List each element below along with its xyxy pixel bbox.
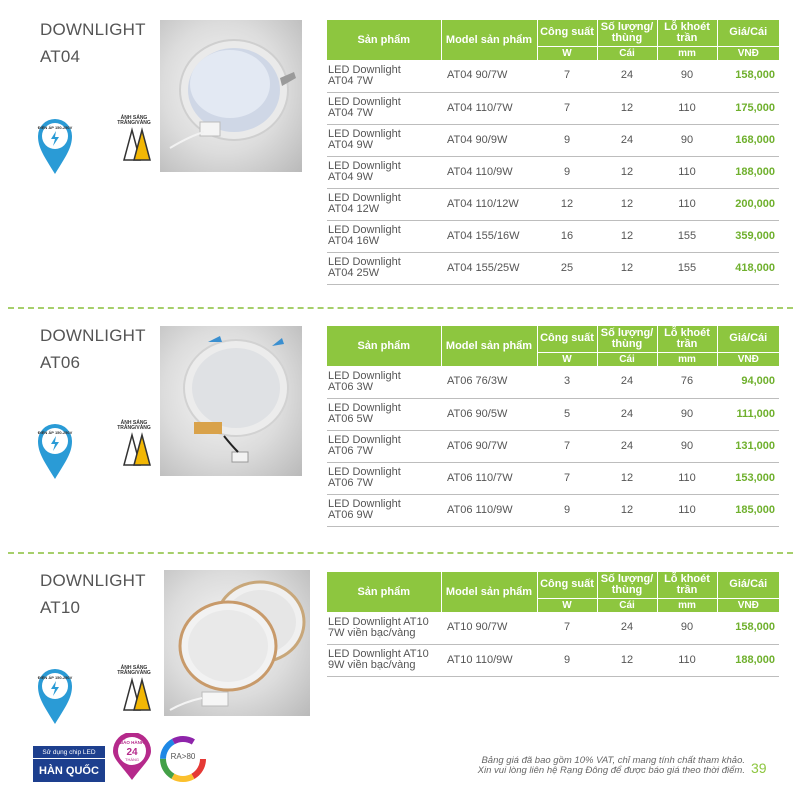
product-name-line1: LED Downlight (328, 96, 401, 108)
title-line1: DOWNLIGHT (40, 326, 146, 345)
price-note (440, 756, 745, 776)
product-name-line2: AT04 12W (328, 203, 380, 215)
warranty-unit: THÁNG (125, 757, 139, 762)
unit-qty: Cái (597, 46, 657, 60)
model-cell: AT06 110/9W (441, 494, 537, 526)
qty-cell: 12 (597, 494, 657, 526)
power-cell: 7 (537, 462, 597, 494)
unit-qty: Cái (597, 598, 657, 612)
header-power: Công suất (537, 326, 597, 352)
model-cell: AT04 110/9W (441, 156, 537, 188)
power-cell: 5 (537, 398, 597, 430)
product-name-line1: LED Downlight (328, 402, 401, 414)
title-line2: AT06 (40, 353, 81, 372)
title-line2: AT04 (40, 47, 81, 66)
power-cell: 12 (537, 188, 597, 220)
spec-table-at10 (327, 572, 779, 677)
power-cell: 7 (537, 92, 597, 124)
header-qty: Số lượng/ thùng (597, 20, 657, 46)
qty-cell: 12 (597, 92, 657, 124)
hole-cell: 155 (657, 220, 717, 252)
product-name-line2: AT06 7W (328, 477, 374, 489)
title-line1: DOWNLIGHT (40, 571, 146, 590)
product-name-line1: LED Downlight (328, 128, 401, 140)
price-cell: 188,000 (717, 644, 779, 676)
product-name-line2: AT06 3W (328, 380, 374, 393)
header-model: Model sản phẩm (441, 326, 537, 366)
downlight-image (164, 570, 310, 716)
hole-cell: 76 (657, 366, 717, 398)
price-cell: 158,000 (717, 60, 779, 92)
price-cell: 175,000 (717, 92, 779, 124)
hole-cell: 110 (657, 188, 717, 220)
hole-cell: 90 (657, 398, 717, 430)
price-cell: 200,000 (717, 188, 779, 220)
power-cell: 9 (537, 156, 597, 188)
qty-cell: 24 (597, 60, 657, 92)
power-cell: 25 (537, 252, 597, 284)
price-cell: 94,000 (717, 366, 779, 398)
model-cell: AT04 90/7W (441, 60, 537, 92)
voltage-label: ĐIỆN ÁP 150-250V (37, 125, 73, 130)
hole-cell: 110 (657, 92, 717, 124)
product-name-cell (327, 612, 441, 644)
price-cell: 153,000 (717, 462, 779, 494)
unit-price: VNĐ (717, 598, 779, 612)
model-cell: AT06 90/5W (441, 398, 537, 430)
product-name-line1: LED Downlight (328, 192, 401, 204)
product-name-line1: LED Downlight (328, 498, 401, 510)
header-qty: Số lượng/ thùng (597, 572, 657, 598)
price-cell: 111,000 (717, 398, 779, 430)
page-number: 39 (751, 760, 767, 776)
qty-cell: 24 (597, 430, 657, 462)
power-cell: 9 (537, 494, 597, 526)
model-cell: AT06 76/3W (441, 366, 537, 398)
title-line1: DOWNLIGHT (40, 20, 146, 39)
product-name-line2: 9W viền bạc/vàng (328, 659, 416, 671)
power-cell: 3 (537, 366, 597, 398)
product-name-line2: AT04 9W (328, 171, 374, 183)
product-name-line2: AT04 7W (328, 107, 374, 119)
product-name-cell (327, 644, 441, 676)
qty-cell: 12 (597, 462, 657, 494)
price-cell: 158,000 (717, 612, 779, 644)
power-cell: 16 (537, 220, 597, 252)
hole-cell: 90 (657, 60, 717, 92)
qty-cell: 12 (597, 252, 657, 284)
model-cell: AT10 110/9W (441, 644, 537, 676)
voltage-pin-icon (36, 666, 74, 726)
light-label: ÁNH SÁNG TRẮNG/VÀNG (117, 420, 151, 431)
price-cell: 418,000 (717, 252, 779, 284)
price-cell: 188,000 (717, 156, 779, 188)
product-name-line2: AT06 9W (328, 509, 374, 521)
table-body (327, 612, 779, 676)
header-power: Công suất (537, 572, 597, 598)
header-power: Công suất (537, 20, 597, 46)
header-product: Sản phẩm (327, 572, 441, 612)
unit-hole: mm (657, 46, 717, 60)
product-name-line1: LED Downlight AT10 (328, 615, 429, 628)
hole-cell: 155 (657, 252, 717, 284)
qty-cell: 12 (597, 644, 657, 676)
hole-cell: 90 (657, 430, 717, 462)
price-cell: 168,000 (717, 124, 779, 156)
header-product: Sản phẩm (327, 20, 441, 60)
product-name-line1: LED Downlight (328, 160, 401, 172)
header-hole: Lỗ khoét trần (657, 572, 717, 598)
header-hole: Lỗ khoét trần (657, 326, 717, 352)
power-cell: 9 (537, 644, 597, 676)
unit-power: W (537, 598, 597, 612)
qty-cell: 12 (597, 188, 657, 220)
product-name-line1: LED Downlight (328, 369, 401, 382)
model-cell: AT04 155/16W (441, 220, 537, 252)
power-cell: 7 (537, 430, 597, 462)
unit-qty: Cái (597, 352, 657, 366)
price-cell: 359,000 (717, 220, 779, 252)
product-name-line1: LED Downlight (328, 434, 401, 446)
note-line2: Xin vui lòng liên hệ Rạng Đông để được báo giá theo thời điểm. (477, 765, 745, 776)
light-label: ÁNH SÁNG TRẮNG/VÀNG (117, 115, 151, 126)
header-model: Model sản phẩm (441, 572, 537, 612)
unit-price: VNĐ (717, 46, 779, 60)
header-price: Giá/Cái (717, 572, 779, 598)
qty-cell: 24 (597, 612, 657, 644)
korea-chip-badge (33, 746, 105, 782)
header-price: Giá/Cái (717, 20, 779, 46)
unit-power: W (537, 46, 597, 60)
qty-cell: 24 (597, 366, 657, 398)
product-name-line1: LED Downlight (328, 63, 401, 76)
model-cell: AT04 110/12W (441, 188, 537, 220)
product-name-line1: LED Downlight (328, 256, 401, 268)
chip-line2: HÀN QUỐC (39, 765, 99, 777)
model-cell: AT04 155/25W (441, 252, 537, 284)
light-color-icon (120, 676, 154, 712)
hole-cell: 110 (657, 644, 717, 676)
product-name-line2: AT04 9W (328, 139, 374, 151)
header-qty: Số lượng/ thùng (597, 326, 657, 352)
hole-cell: 110 (657, 462, 717, 494)
product-title (40, 567, 146, 621)
model-cell: AT04 90/9W (441, 124, 537, 156)
ra-label: RA>80 (170, 752, 196, 761)
power-cell: 7 (537, 612, 597, 644)
feature-icons (36, 665, 151, 726)
product-name-line1: LED Downlight (328, 224, 401, 236)
product-name-line2: AT04 7W (328, 74, 374, 87)
table-row (327, 644, 779, 676)
hole-cell: 90 (657, 612, 717, 644)
header-product: Sản phẩm (327, 326, 441, 366)
header-model: Model sản phẩm (441, 20, 537, 60)
warranty-label: BẢO HÀNH (119, 740, 145, 745)
model-cell: AT04 110/7W (441, 92, 537, 124)
unit-hole: mm (657, 352, 717, 366)
model-cell: AT06 90/7W (441, 430, 537, 462)
qty-cell: 24 (597, 124, 657, 156)
qty-cell: 24 (597, 398, 657, 430)
product-name-line1: LED Downlight (328, 466, 401, 478)
model-cell: AT10 90/7W (441, 612, 537, 644)
product-name-line2: 7W viền bạc/vàng (328, 626, 416, 639)
chip-line1: Sử dụng chip LED (33, 746, 105, 759)
unit-power: W (537, 352, 597, 366)
product-name-line2: AT06 5W (328, 413, 374, 425)
power-cell: 9 (537, 124, 597, 156)
header-hole: Lỗ khoét trần (657, 20, 717, 46)
model-cell: AT06 110/7W (441, 462, 537, 494)
product-name-line2: AT04 16W (328, 235, 380, 247)
unit-price: VNĐ (717, 352, 779, 366)
table-row (327, 612, 779, 644)
product-name-line2: AT04 25W (328, 267, 380, 279)
hole-cell: 110 (657, 494, 717, 526)
unit-hole: mm (657, 598, 717, 612)
price-cell: 185,000 (717, 494, 779, 526)
note-line1: Bảng giá đã bao gồm 10% VAT, chỉ mang tính chất tham khảo. (481, 755, 745, 766)
header-price: Giá/Cái (717, 326, 779, 352)
voltage-label: ĐIỆN ÁP 150-250V (37, 675, 73, 680)
price-cell: 131,000 (717, 430, 779, 462)
light-label: ÁNH SÁNG TRẮNG/VÀNG (117, 665, 151, 676)
hole-cell: 110 (657, 156, 717, 188)
title-line2: AT10 (40, 598, 81, 617)
product-name-line2: AT06 7W (328, 445, 374, 457)
hole-cell: 90 (657, 124, 717, 156)
qty-cell: 12 (597, 156, 657, 188)
voltage-label: ĐIỆN ÁP 150-250V (37, 430, 73, 435)
product-photo-at10 (164, 570, 310, 716)
product-name-line1: LED Downlight AT10 (328, 648, 429, 660)
warranty-pin-icon (111, 733, 153, 781)
qty-cell: 12 (597, 220, 657, 252)
power-cell: 7 (537, 60, 597, 92)
warranty-months: 24 (126, 747, 138, 758)
